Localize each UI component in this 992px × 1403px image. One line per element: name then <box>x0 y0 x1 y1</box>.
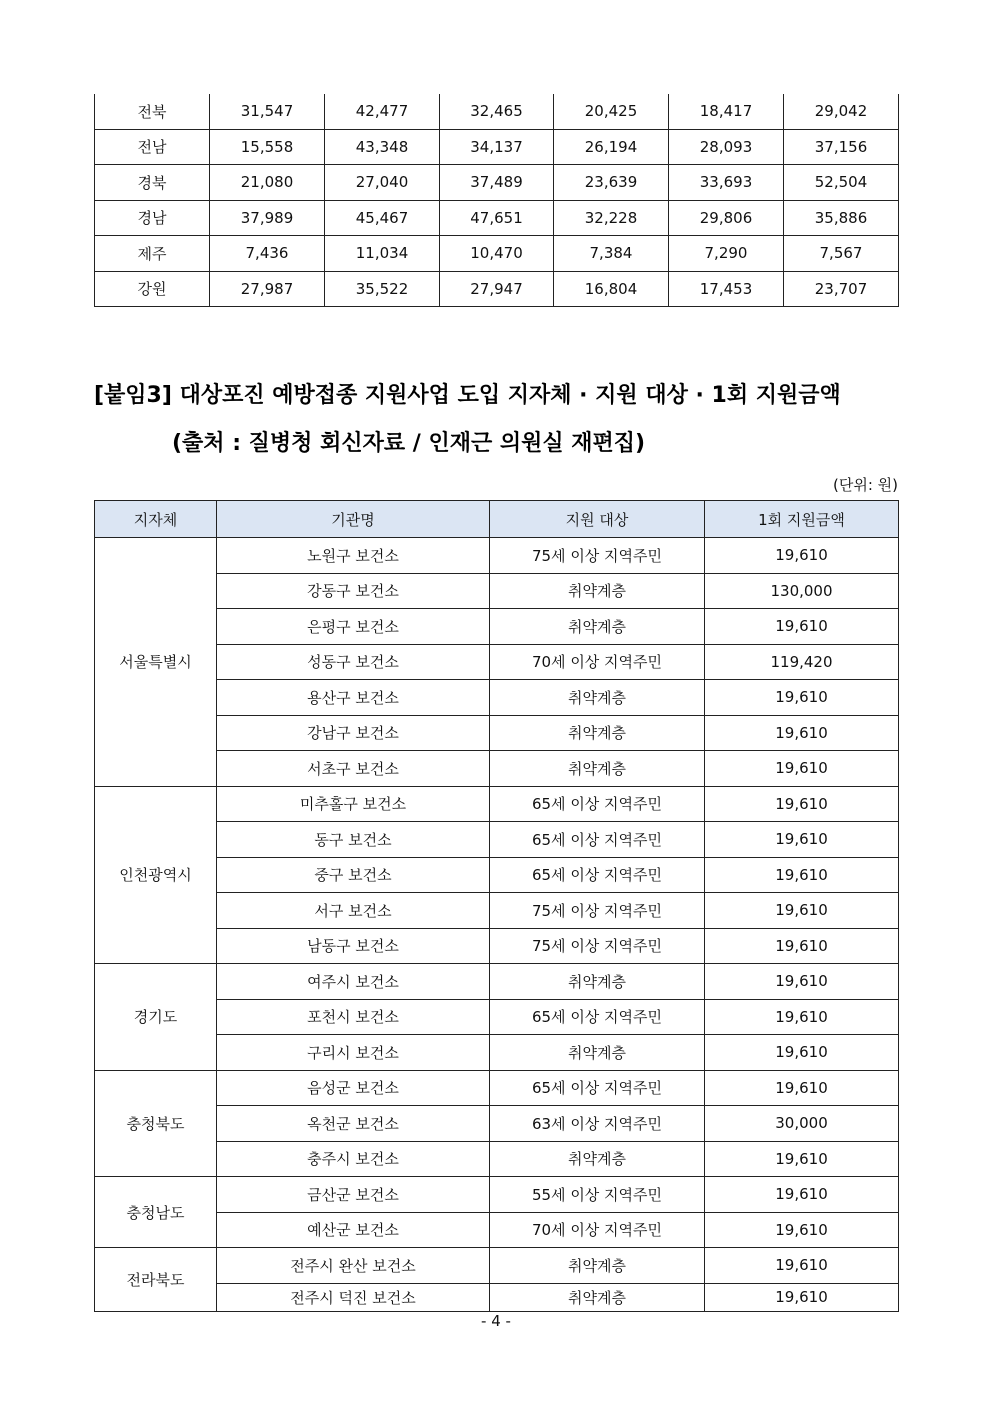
target-cell: 65세 이상 지역주민 <box>490 999 705 1035</box>
target-cell: 55세 이상 지역주민 <box>490 1177 705 1213</box>
value-cell: 10,470 <box>440 236 554 272</box>
value-cell: 31,547 <box>210 94 325 129</box>
unit-label: (단위: 원) <box>833 476 898 494</box>
region-cell: 전라북도 <box>95 1248 217 1312</box>
value-cell: 28,093 <box>669 129 784 165</box>
amount-cell: 19,610 <box>705 1283 899 1311</box>
target-cell: 70세 이상 지역주민 <box>490 1212 705 1248</box>
org-cell: 노원구 보건소 <box>217 538 490 574</box>
value-cell: 35,522 <box>325 271 440 307</box>
region-cell: 경북 <box>95 165 210 201</box>
value-cell: 21,080 <box>210 165 325 201</box>
org-cell: 은평구 보건소 <box>217 609 490 645</box>
org-cell: 동구 보건소 <box>217 822 490 858</box>
header-region: 지자체 <box>95 501 217 538</box>
value-cell: 17,453 <box>669 271 784 307</box>
value-cell: 18,417 <box>669 94 784 129</box>
target-cell: 취약계층 <box>490 1035 705 1071</box>
value-cell: 52,504 <box>784 165 899 201</box>
target-cell: 70세 이상 지역주민 <box>490 644 705 680</box>
target-cell: 65세 이상 지역주민 <box>490 822 705 858</box>
amount-cell: 19,610 <box>705 822 899 858</box>
value-cell: 27,987 <box>210 271 325 307</box>
region-cell: 서울특별시 <box>95 538 217 787</box>
amount-cell: 19,610 <box>705 1248 899 1284</box>
amount-cell: 19,610 <box>705 928 899 964</box>
value-cell: 47,651 <box>440 200 554 236</box>
amount-cell: 19,610 <box>705 751 899 787</box>
target-cell: 취약계층 <box>490 751 705 787</box>
target-cell: 75세 이상 지역주민 <box>490 538 705 574</box>
region-cell: 강원 <box>95 271 210 307</box>
org-cell: 음성군 보건소 <box>217 1070 490 1106</box>
org-cell: 남동구 보건소 <box>217 928 490 964</box>
target-cell: 75세 이상 지역주민 <box>490 928 705 964</box>
value-cell: 27,947 <box>440 271 554 307</box>
region-cell: 인천광역시 <box>95 786 217 964</box>
section-subtitle: (출처 : 질병청 회신자료 / 인재근 의원실 재편집) <box>172 431 646 456</box>
table-row <box>95 1248 899 1284</box>
value-cell: 7,436 <box>210 236 325 272</box>
target-cell: 63세 이상 지역주민 <box>490 1106 705 1142</box>
value-cell: 37,489 <box>440 165 554 201</box>
amount-cell: 130,000 <box>705 573 899 609</box>
target-cell: 75세 이상 지역주민 <box>490 893 705 929</box>
value-cell: 27,040 <box>325 165 440 201</box>
org-cell: 전주시 덕진 보건소 <box>217 1283 490 1311</box>
org-cell: 충주시 보건소 <box>217 1141 490 1177</box>
table-row <box>95 1177 899 1213</box>
table-row <box>95 1070 899 1106</box>
table-row <box>95 538 899 574</box>
amount-cell: 19,610 <box>705 786 899 822</box>
value-cell: 23,639 <box>554 165 669 201</box>
org-cell: 서구 보건소 <box>217 893 490 929</box>
target-cell: 취약계층 <box>490 573 705 609</box>
table-row <box>95 165 899 201</box>
region-cell: 전북 <box>95 94 210 129</box>
amount-cell: 19,610 <box>705 609 899 645</box>
table-row <box>95 964 899 1000</box>
regional-stats-table <box>94 94 899 307</box>
header-org: 기관명 <box>217 501 490 538</box>
amount-cell: 19,610 <box>705 715 899 751</box>
region-cell: 전남 <box>95 129 210 165</box>
value-cell: 26,194 <box>554 129 669 165</box>
page-number: - 4 - <box>481 1312 511 1330</box>
region-cell: 충청북도 <box>95 1070 217 1177</box>
region-cell: 경기도 <box>95 964 217 1071</box>
amount-cell: 19,610 <box>705 1070 899 1106</box>
org-cell: 용산구 보건소 <box>217 680 490 716</box>
org-cell: 금산군 보건소 <box>217 1177 490 1213</box>
value-cell: 16,804 <box>554 271 669 307</box>
org-cell: 포천시 보건소 <box>217 999 490 1035</box>
value-cell: 7,567 <box>784 236 899 272</box>
amount-cell: 19,610 <box>705 538 899 574</box>
target-cell: 취약계층 <box>490 964 705 1000</box>
amount-cell: 19,610 <box>705 964 899 1000</box>
header-amount: 1회 지원금액 <box>705 501 899 538</box>
value-cell: 45,467 <box>325 200 440 236</box>
region-cell: 경남 <box>95 200 210 236</box>
org-cell: 강남구 보건소 <box>217 715 490 751</box>
value-cell: 11,034 <box>325 236 440 272</box>
org-cell: 미추홀구 보건소 <box>217 786 490 822</box>
amount-cell: 19,610 <box>705 1212 899 1248</box>
value-cell: 29,042 <box>784 94 899 129</box>
org-cell: 구리시 보건소 <box>217 1035 490 1071</box>
org-cell: 예산군 보건소 <box>217 1212 490 1248</box>
amount-cell: 19,610 <box>705 1177 899 1213</box>
target-cell: 65세 이상 지역주민 <box>490 786 705 822</box>
header-target: 지원 대상 <box>490 501 705 538</box>
value-cell: 42,477 <box>325 94 440 129</box>
value-cell: 7,290 <box>669 236 784 272</box>
value-cell: 32,465 <box>440 94 554 129</box>
amount-cell: 19,610 <box>705 893 899 929</box>
org-cell: 전주시 완산 보건소 <box>217 1248 490 1284</box>
amount-cell: 19,610 <box>705 999 899 1035</box>
table-header-row <box>95 501 899 538</box>
target-cell: 65세 이상 지역주민 <box>490 857 705 893</box>
target-cell: 취약계층 <box>490 1248 705 1284</box>
table-row <box>95 271 899 307</box>
org-cell: 옥천군 보건소 <box>217 1106 490 1142</box>
org-cell: 서초구 보건소 <box>217 751 490 787</box>
table-row <box>95 94 899 129</box>
value-cell: 34,137 <box>440 129 554 165</box>
value-cell: 29,806 <box>669 200 784 236</box>
value-cell: 23,707 <box>784 271 899 307</box>
value-cell: 7,384 <box>554 236 669 272</box>
value-cell: 37,156 <box>784 129 899 165</box>
amount-cell: 30,000 <box>705 1106 899 1142</box>
table-row <box>95 129 899 165</box>
region-cell: 충청남도 <box>95 1177 217 1248</box>
target-cell: 취약계층 <box>490 715 705 751</box>
org-cell: 중구 보건소 <box>217 857 490 893</box>
target-cell: 65세 이상 지역주민 <box>490 1070 705 1106</box>
org-cell: 강동구 보건소 <box>217 573 490 609</box>
target-cell: 취약계층 <box>490 680 705 716</box>
table-row <box>95 200 899 236</box>
value-cell: 15,558 <box>210 129 325 165</box>
amount-cell: 19,610 <box>705 1035 899 1071</box>
section-title: [붙임3] 대상포진 예방접종 지원사업 도입 지자체 · 지원 대상 · 1회 지원금액 <box>94 383 841 408</box>
value-cell: 20,425 <box>554 94 669 129</box>
table-row <box>95 786 899 822</box>
amount-cell: 19,610 <box>705 680 899 716</box>
value-cell: 35,886 <box>784 200 899 236</box>
value-cell: 37,989 <box>210 200 325 236</box>
amount-cell: 19,610 <box>705 857 899 893</box>
org-cell: 여주시 보건소 <box>217 964 490 1000</box>
target-cell: 취약계층 <box>490 1141 705 1177</box>
org-cell: 성동구 보건소 <box>217 644 490 680</box>
region-cell: 제주 <box>95 236 210 272</box>
amount-cell: 119,420 <box>705 644 899 680</box>
table-row <box>95 236 899 272</box>
value-cell: 43,348 <box>325 129 440 165</box>
value-cell: 33,693 <box>669 165 784 201</box>
support-table <box>94 500 899 1312</box>
value-cell: 32,228 <box>554 200 669 236</box>
target-cell: 취약계층 <box>490 1283 705 1311</box>
target-cell: 취약계층 <box>490 609 705 645</box>
amount-cell: 19,610 <box>705 1141 899 1177</box>
